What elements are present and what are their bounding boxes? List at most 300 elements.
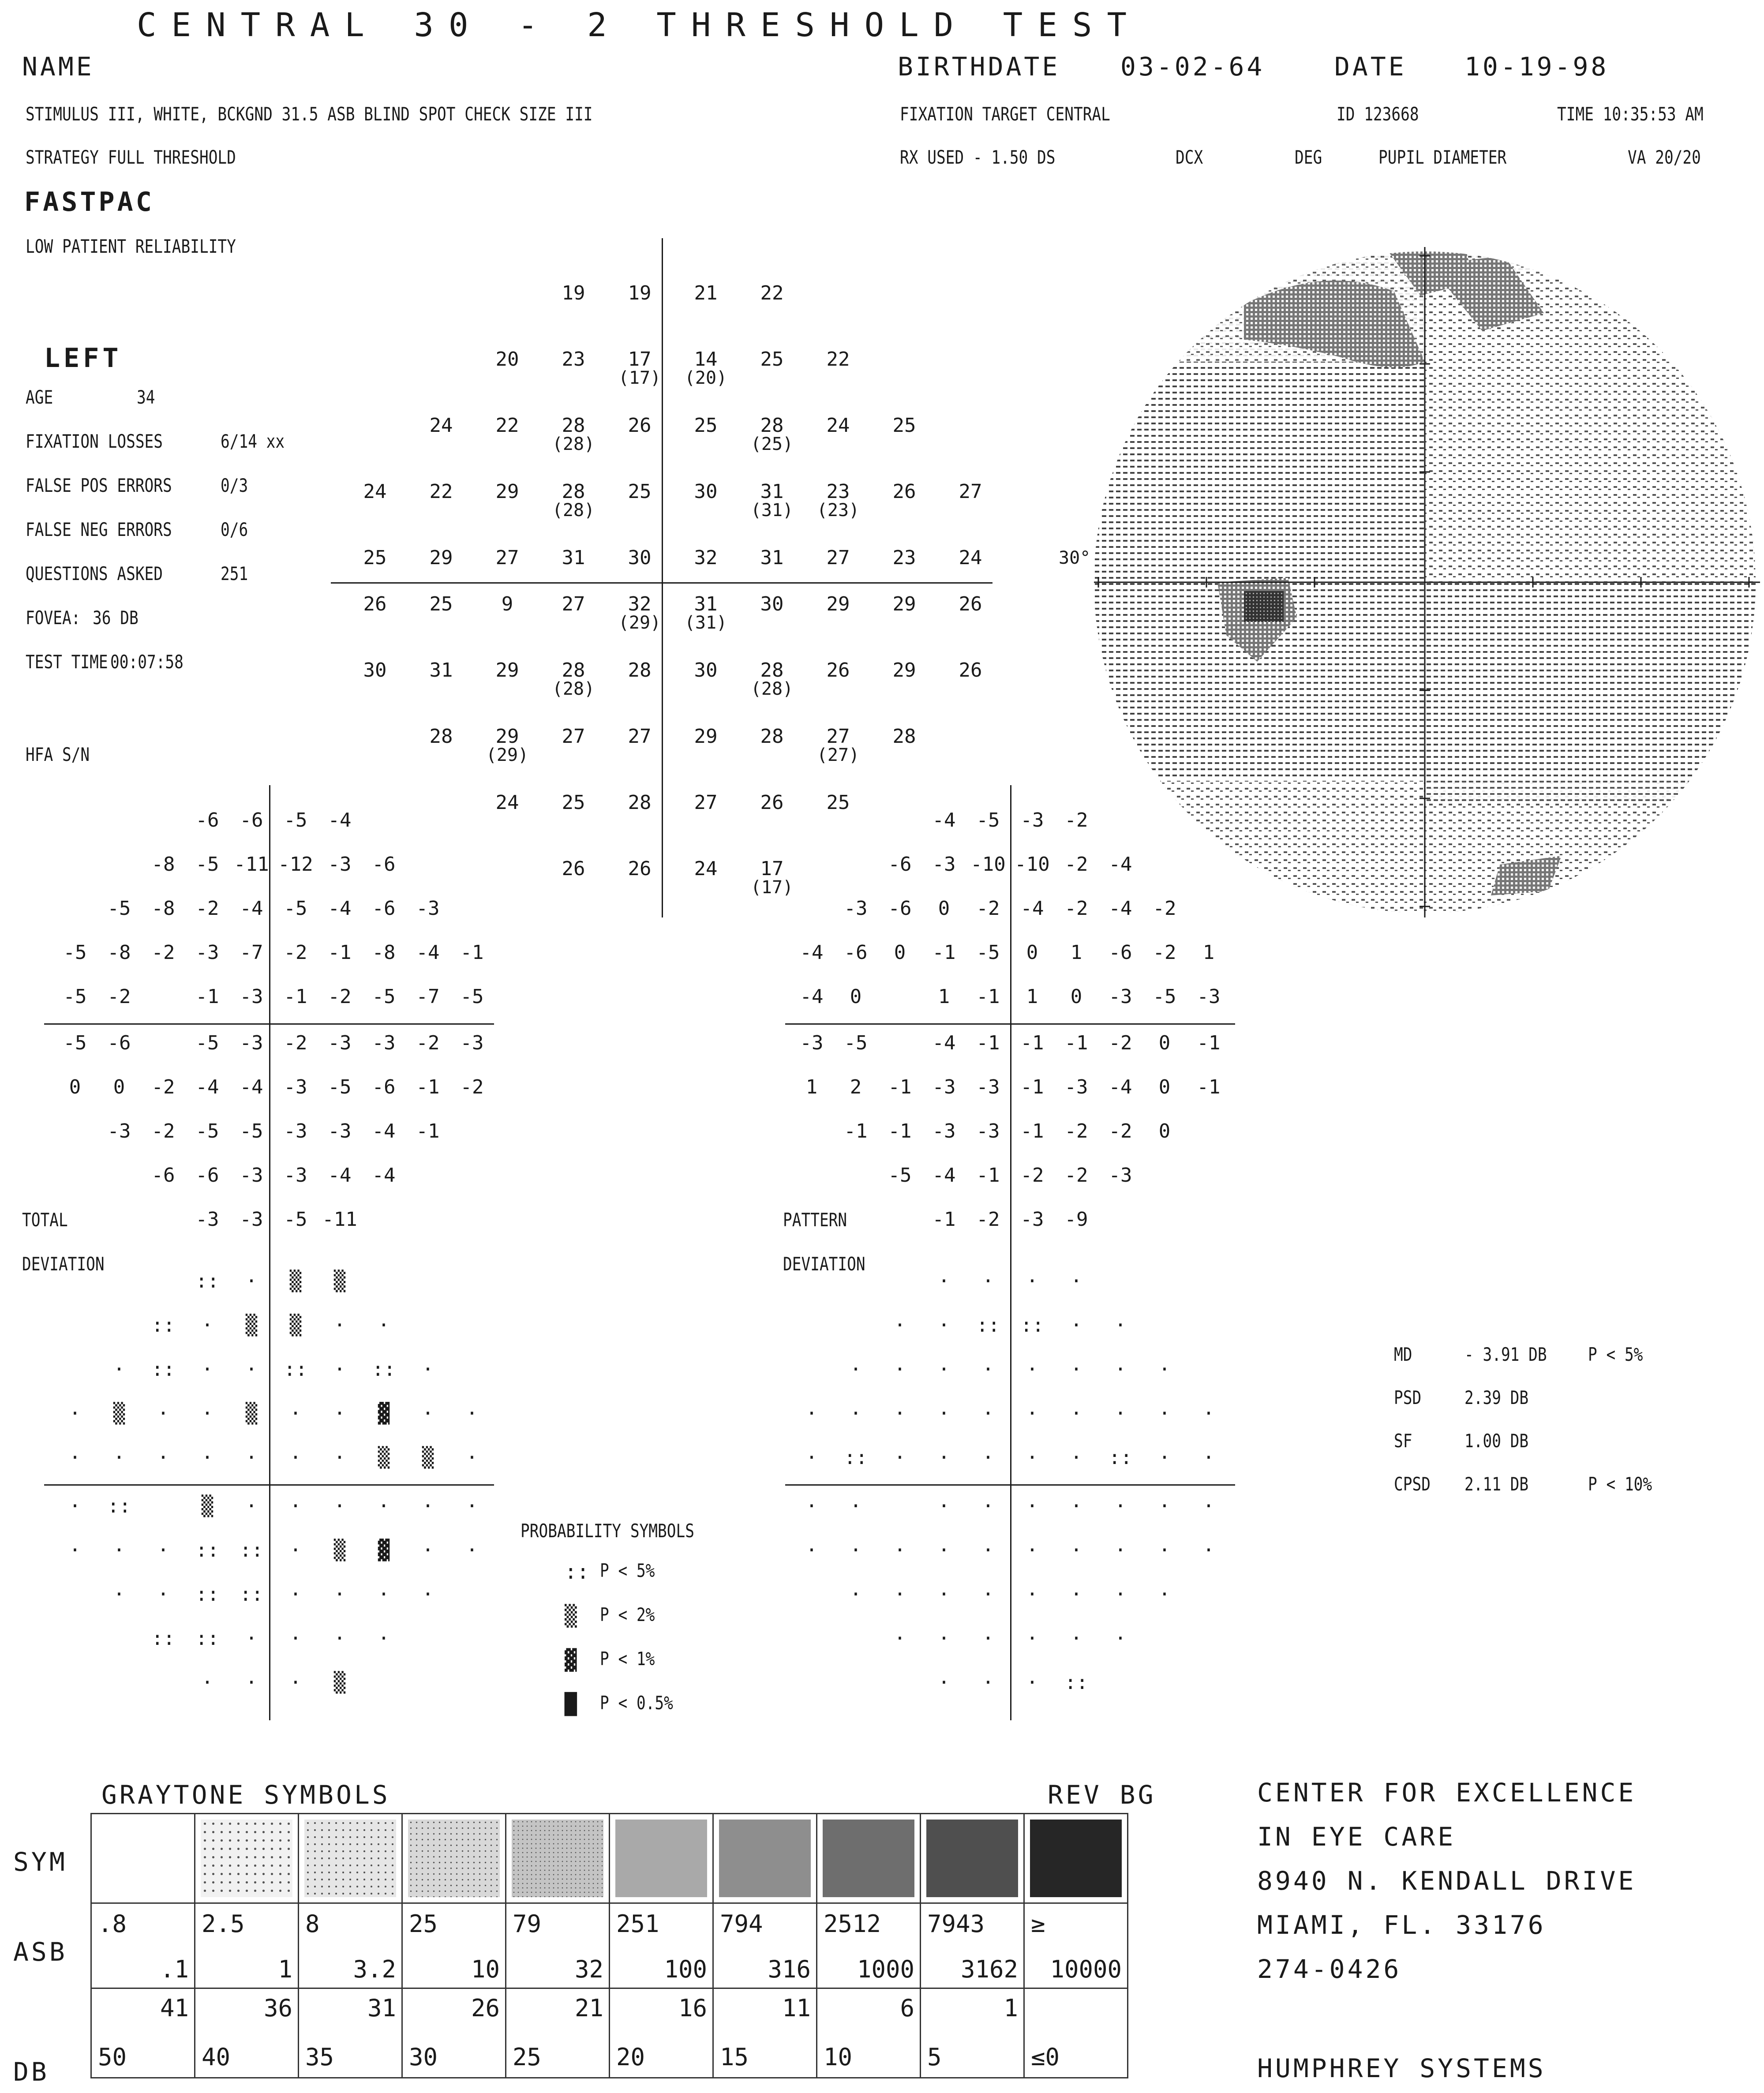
threshold-value: 26	[628, 857, 652, 880]
asb-bottom: 3.2	[353, 1955, 396, 1983]
threshold-repeat: (17)	[618, 368, 661, 388]
graytone-swatch-fill	[512, 1820, 603, 1897]
total-deviation-value: -5	[284, 809, 307, 831]
threshold-value: 31	[694, 593, 718, 615]
db-bottom: 20	[616, 2043, 645, 2071]
fixation-target: FIXATION TARGET CENTRAL	[900, 103, 1110, 125]
pattern-deviation-value: -10	[970, 853, 1006, 876]
total-deviation-value: -3	[195, 941, 219, 964]
probability-symbol-text: P < 1%	[600, 1648, 655, 1670]
total-prob-symbol: ::	[195, 1627, 219, 1650]
total-deviation-value: -5	[195, 853, 219, 876]
pattern-prob-symbol: ·	[938, 1314, 950, 1337]
pattern-deviation-value: 1	[1202, 941, 1215, 964]
total-prob-symbol: ·	[378, 1495, 390, 1517]
total-prob-symbol: ▒	[422, 1446, 434, 1469]
total-deviation-value: -5	[284, 897, 307, 920]
pattern-prob-symbol: ·	[982, 1627, 994, 1650]
pattern-deviation-value: -3	[932, 853, 956, 876]
birthdate-label: BIRTHDATE	[898, 52, 1060, 82]
hfa-sn-label: HFA S/N	[26, 744, 90, 765]
threshold-value: 28	[562, 480, 585, 503]
total-prob-symbol: ·	[245, 1270, 258, 1292]
total-deviation-value: 0	[113, 1076, 125, 1098]
pattern-prob-symbol: ·	[938, 1495, 950, 1517]
total-deviation-value: -11	[322, 1208, 357, 1231]
pattern-dev-label-1: PATTERN	[783, 1209, 847, 1231]
total-deviation-value: -3	[328, 1120, 352, 1142]
threshold-repeat: (31)	[684, 613, 727, 633]
clinic-line: MIAMI, FL. 33176	[1257, 1910, 1546, 1940]
threshold-value: 26	[628, 414, 652, 437]
total-prob-symbol: ·	[201, 1402, 213, 1425]
clinic-line: IN EYE CARE	[1257, 1822, 1456, 1852]
eye-label: LEFT	[44, 343, 122, 374]
pattern-deviation-value: 1	[1026, 985, 1038, 1008]
pattern-deviation-value: 1	[805, 1076, 818, 1098]
db-top: 21	[574, 1994, 603, 2022]
total-deviation-value: -2	[416, 1032, 440, 1054]
index-p-value: P < 10%	[1588, 1473, 1652, 1495]
date-label: DATE	[1334, 52, 1407, 82]
total-prob-symbol: ·	[113, 1446, 125, 1469]
pattern-dev-v-axis	[1010, 785, 1011, 1275]
total-prob-symbol: ▓	[378, 1539, 390, 1561]
total-prob-symbol: ·	[378, 1583, 390, 1606]
pattern-prob-symbol: ·	[982, 1583, 994, 1606]
pattern-prob-symbol: ·	[1070, 1314, 1082, 1337]
total-deviation-value: -3	[107, 1120, 131, 1142]
total-deviation-value: -3	[195, 1208, 219, 1231]
pattern-prob-symbol: ·	[938, 1402, 950, 1425]
clinic-line: CENTER FOR EXCELLENCE	[1257, 1778, 1637, 1808]
threshold-value: 28	[760, 414, 784, 437]
pattern-deviation-value: -3	[932, 1120, 956, 1142]
pattern-prob-symbol: ·	[805, 1402, 818, 1425]
pattern-deviation-value: -4	[1109, 853, 1132, 876]
db-cell	[610, 1988, 713, 2078]
total-prob-symbol: ·	[333, 1314, 346, 1337]
total-prob-symbol: ·	[245, 1446, 258, 1469]
pattern-prob-symbol: ·	[805, 1495, 818, 1517]
stat-label: TEST TIME	[26, 651, 108, 673]
total-deviation-value: -5	[460, 985, 484, 1008]
total-prob-symbol: ::	[107, 1495, 131, 1517]
pattern-prob-symbol: ::	[1109, 1446, 1132, 1469]
index-label: SF	[1394, 1430, 1412, 1452]
pattern-prob-symbol: ·	[1026, 1539, 1038, 1561]
pattern-prob-symbol: ·	[1070, 1358, 1082, 1381]
pattern-deviation-value: 1	[938, 985, 950, 1008]
pattern-deviation-value: 0	[1158, 1120, 1171, 1142]
threshold-value: 30	[363, 659, 387, 681]
total-prob-symbol: ·	[245, 1627, 258, 1650]
total-deviation-value: -5	[107, 897, 131, 920]
db-top: 31	[367, 1994, 396, 2022]
total-deviation-value: -4	[328, 897, 352, 920]
pattern-prob-symbol: ·	[1070, 1446, 1082, 1469]
threshold-value: 28	[892, 725, 916, 748]
pattern-deviation-value: -1	[1197, 1032, 1221, 1054]
threshold-repeat: (23)	[816, 500, 860, 520]
total-deviation-value: -2	[195, 897, 219, 920]
total-deviation-value: -2	[284, 1032, 307, 1054]
total-deviation-value: -1	[195, 985, 219, 1008]
total-prob-symbol: ·	[113, 1358, 125, 1381]
index-p-value: P < 5%	[1588, 1344, 1643, 1365]
pattern-deviation-value: -1	[1020, 1032, 1044, 1054]
total-deviation-value: -4	[372, 1120, 396, 1142]
pattern-prob-symbol: ·	[982, 1671, 994, 1694]
threshold-value: 27	[628, 725, 652, 748]
pattern-prob-symbol: ·	[850, 1539, 862, 1561]
pattern-deviation-value: -1	[888, 1076, 912, 1098]
db-top: 41	[160, 1994, 189, 2022]
pattern-prob-symbol: ·	[850, 1495, 862, 1517]
stat-label: FIXATION LOSSES	[26, 431, 163, 452]
pattern-deviation-value: -3	[976, 1120, 1000, 1142]
asb-cell	[195, 1903, 299, 1988]
threshold-repeat: (28)	[750, 679, 794, 699]
pattern-prob-symbol: ·	[1158, 1495, 1171, 1517]
graytone-swatch-fill	[304, 1820, 396, 1897]
threshold-value: 26	[959, 593, 982, 615]
threshold-v-axis	[662, 238, 663, 917]
pattern-prob-symbol: ·	[982, 1539, 994, 1561]
db-top: 36	[263, 1994, 292, 2022]
test-time-of-day: TIME 10:35:53 AM	[1557, 103, 1704, 125]
pattern-deviation-value: -4	[1109, 897, 1132, 920]
total-deviation-value: -8	[151, 853, 175, 876]
threshold-value: 29	[892, 593, 916, 615]
total-prob-symbol: ▒	[201, 1495, 213, 1517]
graytone-swatch	[91, 1814, 195, 1903]
threshold-value: 31	[760, 480, 784, 503]
total-prob-symbol: ·	[289, 1495, 302, 1517]
asb-bottom: 10000	[1050, 1955, 1122, 1983]
total-prob-symbol: ▒	[289, 1270, 302, 1292]
pattern-prob-symbol: ·	[1070, 1495, 1082, 1517]
clinic-line: 274-0426	[1257, 1954, 1402, 1984]
total-deviation-value: -11	[234, 853, 269, 876]
pattern-deviation-value: 2	[850, 1076, 862, 1098]
total-prob-symbol: ▒	[333, 1270, 346, 1292]
asb-bottom: 10	[471, 1955, 500, 1983]
asb-top: 8	[305, 1910, 320, 1938]
threshold-value: 27	[826, 547, 850, 569]
stat-value: 34	[137, 386, 155, 408]
stat-value: 0/6	[221, 519, 248, 540]
graytone-swatch-fill	[823, 1820, 914, 1897]
total-deviation-value: -2	[151, 1076, 175, 1098]
pattern-prob-symbol: ·	[1026, 1270, 1038, 1292]
greyscale-field-plot	[1059, 229, 1764, 935]
total-deviation-value: -6	[151, 1164, 175, 1187]
stat-value: 00:07:58	[110, 651, 184, 673]
pattern-prob-symbol: ·	[1026, 1402, 1038, 1425]
total-prob-symbol: ▒	[289, 1314, 302, 1337]
total-prob-symbol: ::	[240, 1583, 263, 1606]
total-prob-symbol: ·	[289, 1402, 302, 1425]
asb-cell	[91, 1903, 195, 1988]
pattern-deviation-value: -2	[1153, 897, 1176, 920]
index-label: CPSD	[1394, 1473, 1431, 1495]
graytone-swatch-fill	[97, 1820, 189, 1897]
pattern-prob-symbol: ·	[1158, 1402, 1171, 1425]
total-deviation-value: -3	[460, 1032, 484, 1054]
db-bottom: 10	[824, 2043, 853, 2071]
total-deviation-value: -3	[328, 1032, 352, 1054]
total-deviation-value: -7	[416, 985, 440, 1008]
pattern-deviation-value: -1	[976, 1032, 1000, 1054]
strategy-line: STRATEGY FULL THRESHOLD	[26, 146, 236, 168]
threshold-value: 14	[694, 348, 718, 371]
asb-bottom: 32	[574, 1955, 603, 1983]
pattern-prob-symbol: ·	[894, 1358, 906, 1381]
pattern-deviation-value: -3	[800, 1032, 824, 1054]
pattern-prob-symbol: ::	[1064, 1671, 1088, 1694]
threshold-value: 28	[562, 659, 585, 681]
threshold-value: 24	[363, 480, 387, 503]
pattern-prob-symbol: ·	[1158, 1539, 1171, 1561]
threshold-value: 25	[826, 791, 850, 814]
threshold-value: 25	[628, 480, 652, 503]
threshold-repeat: (20)	[684, 368, 727, 388]
patient-id: ID 123668	[1337, 103, 1419, 125]
pattern-deviation-value: -4	[1109, 1076, 1132, 1098]
total-prob-symbol: ·	[333, 1358, 346, 1381]
asb-bottom: 100	[664, 1955, 707, 1983]
total-prob-symbol: ▒	[113, 1402, 125, 1425]
probability-symbol-icon: ::	[565, 1560, 589, 1584]
pattern-prob-symbol: ·	[1026, 1358, 1038, 1381]
stat-label: FOVEA:	[26, 607, 81, 629]
total-prob-symbol: ·	[378, 1314, 390, 1337]
threshold-repeat: (17)	[750, 877, 794, 898]
total-deviation-value: -5	[328, 1076, 352, 1098]
pattern-deviation-value: -4	[932, 809, 956, 831]
pattern-deviation-value: -6	[888, 897, 912, 920]
threshold-value: 23	[826, 480, 850, 503]
graytone-swatch	[506, 1814, 610, 1903]
asb-top: 794	[720, 1910, 763, 1938]
threshold-repeat: (28)	[552, 434, 595, 454]
total-deviation-value: -4	[195, 1076, 219, 1098]
threshold-value: 25	[892, 414, 916, 437]
pattern-prob-symbol: ·	[1026, 1446, 1038, 1469]
total-prob-symbol: ·	[422, 1402, 434, 1425]
pattern-prob-symbol: ·	[982, 1446, 994, 1469]
graytone-swatch-fill	[719, 1820, 811, 1897]
threshold-value: 27	[562, 725, 585, 748]
asb-top: 7943	[927, 1910, 985, 1938]
pattern-prob-symbol: ::	[976, 1314, 1000, 1337]
probability-symbol-icon: ▒	[565, 1604, 577, 1628]
total-prob-symbol: ·	[289, 1446, 302, 1469]
threshold-value: 31	[562, 547, 585, 569]
total-prob-symbol: ::	[151, 1627, 175, 1650]
total-prob-symbol: ·	[201, 1446, 213, 1469]
total-prob-symbol: ·	[245, 1358, 258, 1381]
pattern-prob-symbol: ·	[850, 1402, 862, 1425]
index-label: PSD	[1394, 1387, 1422, 1408]
threshold-value: 30	[694, 659, 718, 681]
pattern-deviation-value: -1	[1020, 1076, 1044, 1098]
threshold-value: 28	[628, 659, 652, 681]
pupil-diameter: PUPIL DIAMETER	[1378, 146, 1507, 168]
graytone-swatch	[299, 1814, 402, 1903]
threshold-repeat: (29)	[618, 613, 661, 633]
pattern-prob-symbol: ·	[1158, 1583, 1171, 1606]
pattern-prob-symbol: ·	[982, 1402, 994, 1425]
pattern-prob-symbol: ::	[844, 1446, 868, 1469]
db-top: 11	[782, 1994, 811, 2022]
probability-legend-title: PROBABILITY SYMBOLS	[521, 1520, 694, 1542]
threshold-repeat: (25)	[750, 434, 794, 454]
threshold-value: 31	[760, 547, 784, 569]
fastpac-label: FASTPAC	[24, 187, 154, 217]
threshold-value: 26	[562, 857, 585, 880]
pattern-deviation-value: -1	[976, 1164, 1000, 1187]
pattern-deviation-value: -5	[888, 1164, 912, 1187]
threshold-value: 28	[760, 725, 784, 748]
threshold-value: 31	[429, 659, 453, 681]
total-prob-symbol: ·	[69, 1539, 81, 1561]
pattern-deviation-value: -4	[1020, 897, 1044, 920]
pattern-dev-label-2: DEVIATION	[783, 1253, 865, 1275]
total-deviation-value: -2	[284, 941, 307, 964]
total-deviation-value: -4	[240, 1076, 263, 1098]
pattern-deviation-value: 0	[894, 941, 906, 964]
pattern-deviation-value: -3	[932, 1076, 956, 1098]
threshold-value: 19	[628, 282, 652, 304]
threshold-value: 25	[760, 348, 784, 371]
pattern-prob-symbol: ·	[938, 1671, 950, 1694]
pattern-prob-symbol: ·	[1026, 1627, 1038, 1650]
total-prob-symbol: ·	[333, 1446, 346, 1469]
asb-top: 2.5	[202, 1910, 245, 1938]
pattern-deviation-value: -4	[932, 1032, 956, 1054]
pattern-prob-symbol: ·	[1114, 1583, 1127, 1606]
deg-label: DEG	[1295, 146, 1322, 168]
pattern-deviation-value: -2	[1020, 1164, 1044, 1187]
total-prob-symbol: ▒	[378, 1446, 390, 1469]
pattern-prob-symbol: ·	[1158, 1358, 1171, 1381]
db-bottom: 15	[720, 2043, 749, 2071]
pattern-deviation-value: -9	[1064, 1208, 1088, 1231]
graytone-swatch-fill	[201, 1820, 292, 1897]
pattern-deviation-value: -6	[1109, 941, 1132, 964]
db-cell	[817, 1988, 921, 2078]
graytone-swatch-fill	[615, 1820, 707, 1897]
threshold-repeat: (27)	[816, 745, 860, 765]
threshold-value: 9	[501, 593, 513, 615]
name-label: NAME	[22, 52, 94, 82]
total-deviation-value: -1	[284, 985, 307, 1008]
threshold-value: 25	[694, 414, 718, 437]
row-label-asb: ASB	[13, 1937, 67, 1967]
graytone-title: GRAYTONE SYMBOLS	[101, 1780, 390, 1810]
asb-top: .8	[98, 1910, 127, 1938]
total-prob-symbol: ::	[195, 1583, 219, 1606]
pattern-deviation-value: -5	[976, 941, 1000, 964]
total-prob-symbol: ·	[157, 1446, 169, 1469]
threshold-repeat: (31)	[750, 500, 794, 520]
db-cell	[195, 1988, 299, 2078]
total-prob-symbol: ::	[195, 1539, 219, 1561]
probability-symbol-text: P < 5%	[600, 1560, 655, 1581]
pattern-prob-symbol: ·	[1202, 1402, 1215, 1425]
total-deviation-value: -8	[151, 897, 175, 920]
pattern-deviation-value: -1	[932, 1208, 956, 1231]
asb-bottom: .1	[160, 1955, 189, 1983]
total-prob-symbol: ·	[69, 1446, 81, 1469]
asb-cell	[921, 1903, 1024, 1988]
stat-value: 251	[221, 563, 248, 584]
total-deviation-value: -5	[195, 1120, 219, 1142]
graytone-swatch	[610, 1814, 713, 1903]
pattern-prob-symbol: ·	[938, 1583, 950, 1606]
total-prob-symbol: ·	[466, 1539, 478, 1561]
total-deviation-value: -6	[195, 1164, 219, 1187]
total-deviation-value: -6	[372, 897, 396, 920]
stimulus-line: STIMULUS III, WHITE, BCKGND 31.5 ASB BLIND SPOT CHECK SIZE III	[26, 103, 593, 125]
asb-bottom: 1000	[857, 1955, 914, 1983]
reliability-line: LOW PATIENT RELIABILITY	[26, 236, 236, 257]
total-deviation-value: -1	[328, 941, 352, 964]
pattern-prob-symbol: ·	[1114, 1402, 1127, 1425]
db-top: 1	[1004, 1994, 1018, 2022]
total-deviation-value: -1	[416, 1120, 440, 1142]
threshold-value: 25	[562, 791, 585, 814]
asb-top: 2512	[824, 1910, 881, 1938]
total-prob-symbol: ·	[422, 1358, 434, 1381]
threshold-value: 17	[760, 857, 784, 880]
graytone-table	[90, 1813, 1128, 2078]
index-value: 1.00 DB	[1464, 1430, 1529, 1452]
threshold-value: 23	[562, 348, 585, 371]
pattern-prob-symbol: ·	[1026, 1671, 1038, 1694]
total-deviation-value: -3	[372, 1032, 396, 1054]
db-cell	[299, 1988, 402, 2078]
total-prob-symbol: ·	[378, 1627, 390, 1650]
pattern-deviation-value: 0	[1026, 941, 1038, 964]
graytone-swatch	[1024, 1814, 1128, 1903]
asb-top: 251	[616, 1910, 659, 1938]
threshold-value: 27	[562, 593, 585, 615]
pattern-deviation-value: -5	[1153, 985, 1176, 1008]
db-cell	[91, 1988, 195, 2078]
pattern-prob-symbol: ·	[1202, 1495, 1215, 1517]
pattern-prob-symbol: ·	[1114, 1627, 1127, 1650]
total-deviation-value: -1	[416, 1076, 440, 1098]
pattern-prob-symbol: ·	[938, 1446, 950, 1469]
stat-label: AGE	[26, 386, 53, 408]
pattern-deviation-value: 1	[1070, 941, 1082, 964]
threshold-value: 22	[826, 348, 850, 371]
pattern-prob-symbol: ·	[1070, 1270, 1082, 1292]
pattern-deviation-value: -2	[976, 897, 1000, 920]
total-prob-symbol: ·	[422, 1539, 434, 1561]
total-prob-symbol: ·	[69, 1495, 81, 1517]
graytone-swatch	[713, 1814, 817, 1903]
graytone-swatch	[817, 1814, 921, 1903]
total-prob-symbol: ·	[245, 1671, 258, 1694]
asb-cell	[299, 1903, 402, 1988]
total-prob-symbol: ▒	[245, 1402, 258, 1425]
pattern-deviation-value: -2	[976, 1208, 1000, 1231]
total-prob-symbol: ·	[201, 1314, 213, 1337]
